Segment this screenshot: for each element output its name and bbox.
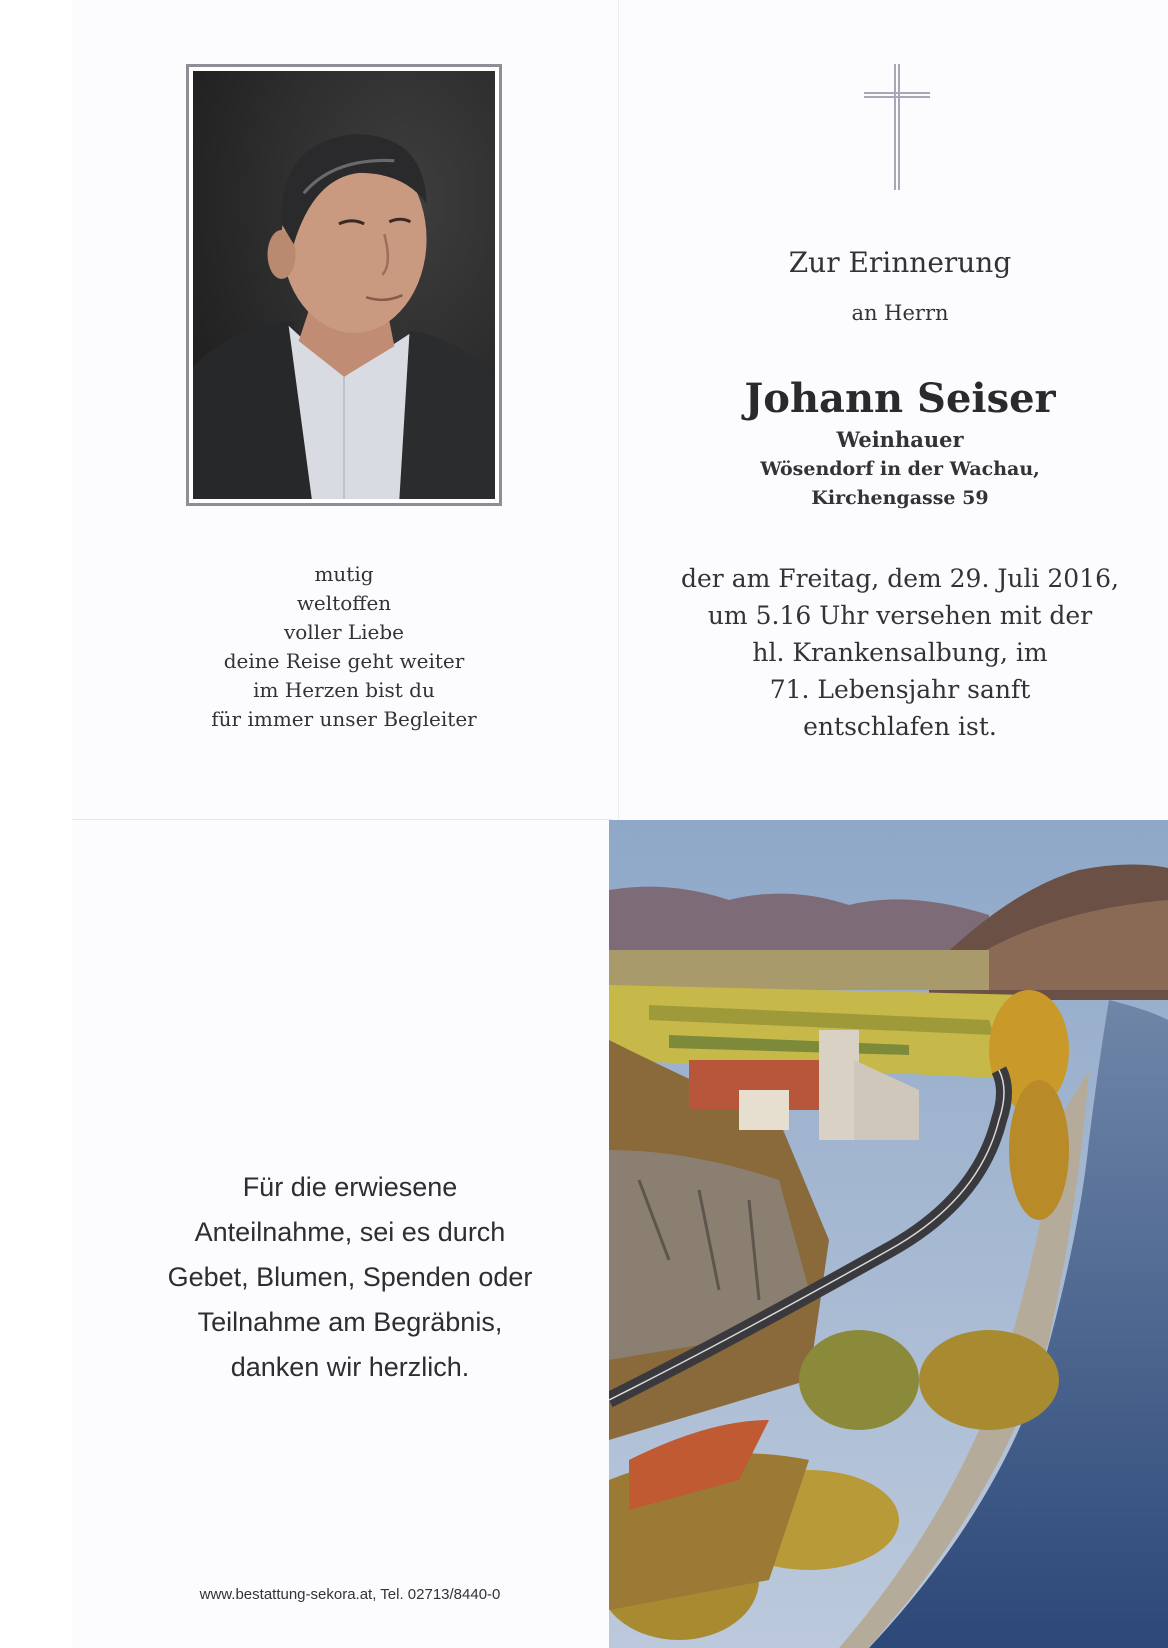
poem-line: mutig [314, 562, 374, 586]
thanks-line: Für die erwiesene [242, 1172, 458, 1202]
thanks-line: Teilnahme am Begräbnis, [197, 1307, 503, 1337]
poem [186, 560, 502, 734]
fold-line-horizontal [72, 819, 612, 820]
cross-icon [862, 62, 932, 192]
death-notice-line: hl. Krankensalbung, im [752, 638, 1048, 667]
funeral-home-contact: www.bestattung-sekora.at, Tel. 02713/8440-0 [199, 1586, 501, 1603]
deceased-name: Johann Seiser [744, 375, 1056, 422]
thanks-line: Gebet, Blumen, Spenden oder [167, 1262, 533, 1292]
occupation: Weinhauer [836, 427, 964, 452]
street-address: Kirchengasse 59 [811, 487, 989, 509]
salutation: an Herrn [851, 301, 949, 325]
poem-line: weltoffen [296, 591, 392, 615]
poem-line: voller Liebe [283, 620, 405, 644]
portrait-frame [186, 64, 502, 506]
place: Wösendorf in der Wachau, [760, 458, 1040, 480]
death-notice [680, 560, 1120, 745]
poem-line: für immer unser Begleiter [211, 707, 477, 731]
death-notice-line: entschlafen ist. [803, 712, 997, 741]
thanks-line: Anteilnahme, sei es durch [194, 1217, 506, 1247]
death-notice-line: der am Freitag, dem 29. Juli 2016, [681, 564, 1119, 593]
memorial-heading: Zur Erinnerung [788, 246, 1012, 279]
poem-line: im Herzen bist du [253, 678, 435, 702]
thank-you-note [130, 1165, 570, 1390]
thanks-line: danken wir herzlich. [230, 1352, 470, 1382]
death-notice-line: um 5.16 Uhr versehen mit der [707, 601, 1093, 630]
death-notice-line: 71. Lebensjahr sanft [769, 675, 1031, 704]
portrait-illustration [193, 71, 495, 499]
poem-line: deine Reise geht weiter [223, 649, 465, 673]
landscape-photo [609, 820, 1168, 1648]
fold-line-vertical [618, 0, 619, 820]
portrait-photo [193, 71, 495, 499]
